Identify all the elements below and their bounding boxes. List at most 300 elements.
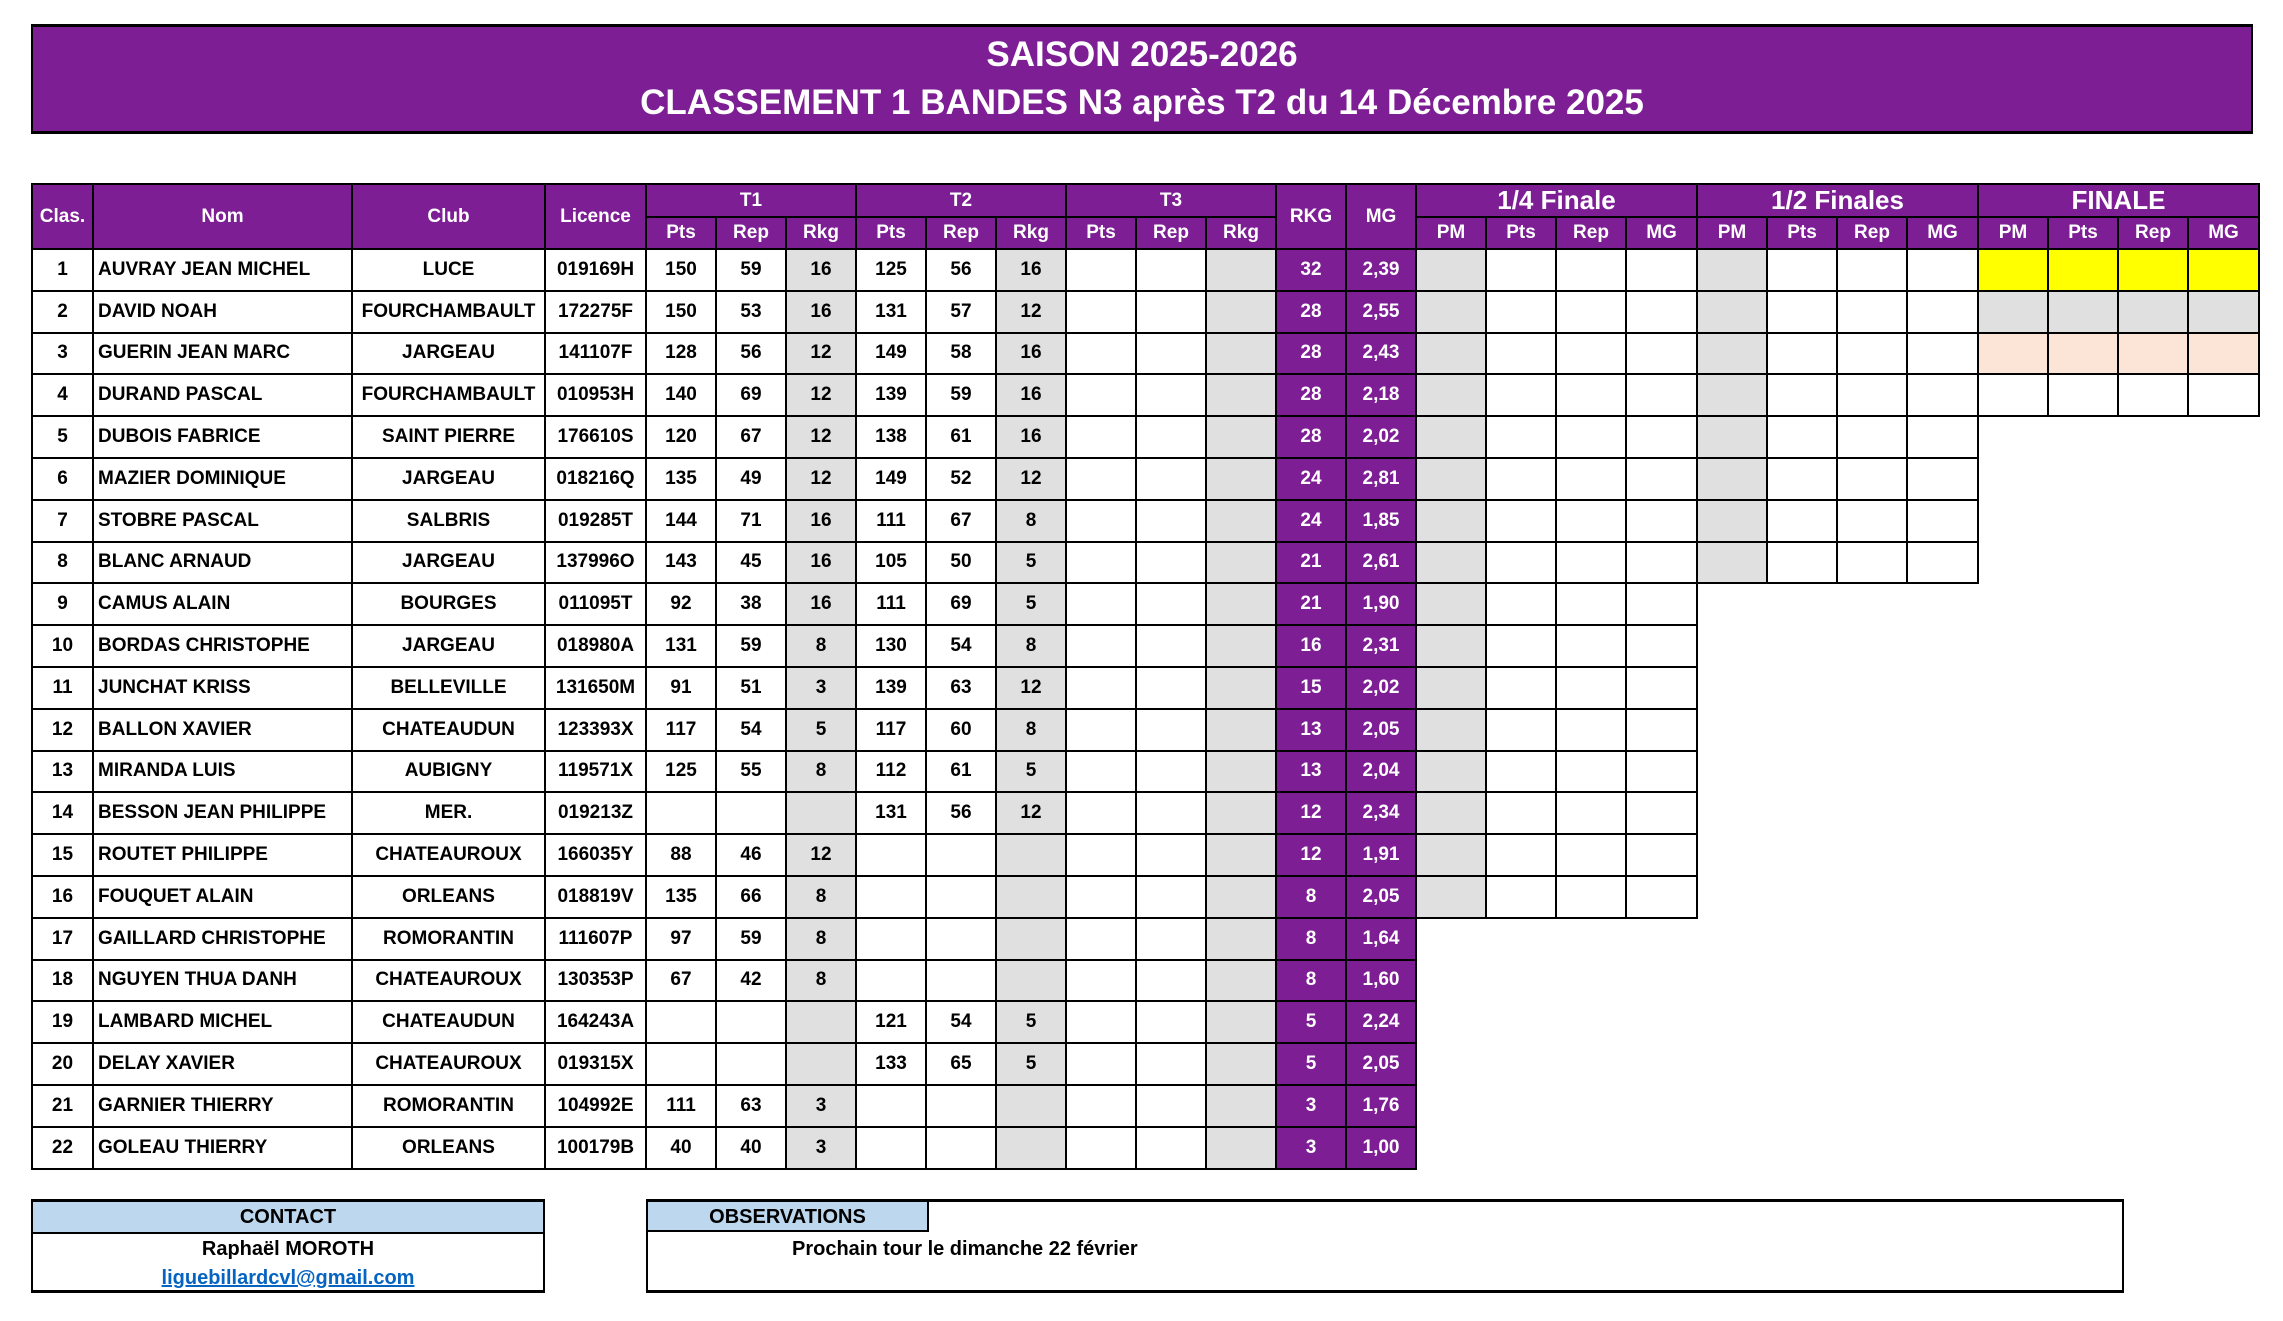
empty-cell xyxy=(2118,500,2188,542)
col-header-licence: Licence xyxy=(545,184,646,249)
quarter-final-cell xyxy=(1556,709,1626,751)
table-row xyxy=(32,333,2259,375)
t1-pts-cell: 135 xyxy=(646,458,716,500)
sub-header-pts: Pts xyxy=(1486,217,1556,249)
total-mg-cell: 1,60 xyxy=(1346,960,1416,1002)
table-row xyxy=(32,1127,2259,1169)
total-mg-cell: 1,00 xyxy=(1346,1127,1416,1169)
t3-pts-cell xyxy=(1066,792,1136,834)
col-header-t3: T3 xyxy=(1066,184,1276,217)
player-name-cell: GARNIER THIERRY xyxy=(93,1085,352,1127)
ranking-title: CLASSEMENT 1 BANDES N3 après T2 du 14 Décembre 2025 xyxy=(640,83,1644,122)
sub-header-mg: MG xyxy=(2188,217,2259,249)
table-row xyxy=(32,709,2259,751)
table-row xyxy=(32,625,2259,667)
t2-rkg-cell: 5 xyxy=(996,1001,1066,1043)
t1-rep-cell: 45 xyxy=(716,542,786,584)
empty-cell xyxy=(2118,792,2188,834)
t1-rkg-cell: 16 xyxy=(786,249,856,291)
quarter-final-cell xyxy=(1416,625,1486,667)
player-name-cell: BORDAS CHRISTOPHE xyxy=(93,625,352,667)
t3-pts-cell xyxy=(1066,876,1136,918)
t3-rkg-cell xyxy=(1206,751,1276,793)
licence-cell: 131650M xyxy=(545,667,646,709)
t2-pts-cell xyxy=(856,834,926,876)
total-rkg-cell: 3 xyxy=(1276,1127,1346,1169)
quarter-final-cell xyxy=(1416,876,1486,918)
empty-cell xyxy=(1978,500,2048,542)
licence-cell: 019169H xyxy=(545,249,646,291)
empty-cell xyxy=(1907,834,1978,876)
t3-rkg-cell xyxy=(1206,291,1276,333)
t1-pts-cell: 120 xyxy=(646,416,716,458)
quarter-final-cell xyxy=(1486,834,1556,876)
t3-rkg-cell xyxy=(1206,1127,1276,1169)
t3-pts-cell xyxy=(1066,667,1136,709)
semi-final-cell xyxy=(1837,291,1907,333)
t1-rkg-cell: 16 xyxy=(786,291,856,333)
t1-rkg-cell xyxy=(786,1001,856,1043)
empty-cell xyxy=(1907,625,1978,667)
empty-cell xyxy=(1907,960,1978,1002)
ranking-table xyxy=(31,183,2260,1170)
semi-final-cell xyxy=(1837,542,1907,584)
table-row xyxy=(32,416,2259,458)
empty-cell xyxy=(1837,834,1907,876)
t3-pts-cell xyxy=(1066,542,1136,584)
quarter-final-cell xyxy=(1486,625,1556,667)
empty-cell xyxy=(1837,625,1907,667)
empty-cell xyxy=(1837,792,1907,834)
empty-cell xyxy=(1767,709,1837,751)
empty-cell xyxy=(1907,1127,1978,1169)
rank-cell: 22 xyxy=(32,1127,93,1169)
t3-rep-cell xyxy=(1136,542,1206,584)
player-name-cell: AUVRAY JEAN MICHEL xyxy=(93,249,352,291)
total-rkg-cell: 28 xyxy=(1276,374,1346,416)
empty-cell xyxy=(1978,416,2048,458)
empty-cell xyxy=(2188,834,2259,876)
sub-header-pts: Pts xyxy=(856,217,926,249)
t3-pts-cell xyxy=(1066,751,1136,793)
empty-cell xyxy=(2188,500,2259,542)
player-name-cell: CAMUS ALAIN xyxy=(93,583,352,625)
empty-cell xyxy=(1978,709,2048,751)
final-cell xyxy=(2048,291,2118,333)
club-cell: AUBIGNY xyxy=(352,751,545,793)
semi-final-cell xyxy=(1767,249,1837,291)
empty-cell xyxy=(1556,1001,1626,1043)
t2-rep-cell: 50 xyxy=(926,542,996,584)
empty-cell xyxy=(2048,1043,2118,1085)
t3-pts-cell xyxy=(1066,834,1136,876)
t1-rkg-cell: 3 xyxy=(786,1085,856,1127)
t2-rep-cell xyxy=(926,876,996,918)
semi-final-cell xyxy=(1697,416,1767,458)
empty-cell xyxy=(1837,1001,1907,1043)
t2-pts-cell: 121 xyxy=(856,1001,926,1043)
t2-rkg-cell xyxy=(996,834,1066,876)
empty-cell xyxy=(1486,1085,1556,1127)
table-row xyxy=(32,876,2259,918)
empty-cell xyxy=(1978,1043,2048,1085)
empty-cell xyxy=(1978,792,2048,834)
t2-pts-cell: 125 xyxy=(856,249,926,291)
t3-rep-cell xyxy=(1136,918,1206,960)
sub-header-pm: PM xyxy=(1416,217,1486,249)
empty-cell xyxy=(2118,458,2188,500)
t2-rkg-cell xyxy=(996,876,1066,918)
total-rkg-cell: 8 xyxy=(1276,960,1346,1002)
table-row xyxy=(32,458,2259,500)
t2-pts-cell: 139 xyxy=(856,667,926,709)
total-mg-cell: 2,24 xyxy=(1346,1001,1416,1043)
t2-pts-cell: 133 xyxy=(856,1043,926,1085)
quarter-final-cell xyxy=(1416,792,1486,834)
player-name-cell: MIRANDA LUIS xyxy=(93,751,352,793)
empty-cell xyxy=(1907,876,1978,918)
club-cell: CHATEAUDUN xyxy=(352,1001,545,1043)
t2-rkg-cell xyxy=(996,918,1066,960)
t1-pts-cell: 117 xyxy=(646,709,716,751)
total-rkg-cell: 13 xyxy=(1276,751,1346,793)
empty-cell xyxy=(1837,1085,1907,1127)
total-mg-cell: 1,64 xyxy=(1346,918,1416,960)
licence-cell: 019315X xyxy=(545,1043,646,1085)
empty-cell xyxy=(1697,1085,1767,1127)
licence-cell: 130353P xyxy=(545,960,646,1002)
empty-cell xyxy=(2188,667,2259,709)
t3-rkg-cell xyxy=(1206,1001,1276,1043)
t1-pts-cell xyxy=(646,1043,716,1085)
rank-cell: 13 xyxy=(32,751,93,793)
total-mg-cell: 1,91 xyxy=(1346,834,1416,876)
player-name-cell: GAILLARD CHRISTOPHE xyxy=(93,918,352,960)
t3-rep-cell xyxy=(1136,876,1206,918)
t3-rep-cell xyxy=(1136,1127,1206,1169)
quarter-final-cell xyxy=(1626,667,1697,709)
t2-rkg-cell: 12 xyxy=(996,792,1066,834)
sub-header-rep: Rep xyxy=(716,217,786,249)
quarter-final-cell xyxy=(1626,709,1697,751)
total-rkg-cell: 24 xyxy=(1276,500,1346,542)
empty-cell xyxy=(2118,542,2188,584)
empty-cell xyxy=(1697,1127,1767,1169)
t3-rkg-cell xyxy=(1206,667,1276,709)
t1-pts-cell: 111 xyxy=(646,1085,716,1127)
ranking-body xyxy=(32,249,2259,1169)
empty-cell xyxy=(2118,709,2188,751)
t3-rkg-cell xyxy=(1206,458,1276,500)
quarter-final-cell xyxy=(1556,751,1626,793)
t2-pts-cell: 138 xyxy=(856,416,926,458)
t3-rkg-cell xyxy=(1206,625,1276,667)
empty-cell xyxy=(1697,918,1767,960)
total-mg-cell: 1,76 xyxy=(1346,1085,1416,1127)
club-cell: LUCE xyxy=(352,249,545,291)
total-rkg-cell: 24 xyxy=(1276,458,1346,500)
empty-cell xyxy=(1697,792,1767,834)
empty-cell xyxy=(1978,458,2048,500)
sub-header-pts: Pts xyxy=(1767,217,1837,249)
table-row xyxy=(32,542,2259,584)
empty-cell xyxy=(1767,625,1837,667)
t3-rkg-cell xyxy=(1206,542,1276,584)
t3-rep-cell xyxy=(1136,667,1206,709)
quarter-final-cell xyxy=(1486,374,1556,416)
empty-cell xyxy=(1556,1127,1626,1169)
empty-cell xyxy=(2188,416,2259,458)
total-mg-cell: 2,39 xyxy=(1346,249,1416,291)
player-name-cell: GUERIN JEAN MARC xyxy=(93,333,352,375)
t1-rep-cell xyxy=(716,1001,786,1043)
t2-rep-cell xyxy=(926,1085,996,1127)
semi-final-cell xyxy=(1767,500,1837,542)
t2-rep-cell xyxy=(926,960,996,1002)
empty-cell xyxy=(1767,1127,1837,1169)
t1-pts-cell: 131 xyxy=(646,625,716,667)
t1-rkg-cell: 8 xyxy=(786,960,856,1002)
empty-cell xyxy=(1697,625,1767,667)
rank-cell: 3 xyxy=(32,333,93,375)
empty-cell xyxy=(1978,751,2048,793)
t1-pts-cell: 144 xyxy=(646,500,716,542)
club-cell: JARGEAU xyxy=(352,333,545,375)
t2-pts-cell: 149 xyxy=(856,458,926,500)
total-mg-cell: 2,81 xyxy=(1346,458,1416,500)
quarter-final-cell xyxy=(1486,542,1556,584)
t1-rep-cell: 55 xyxy=(716,751,786,793)
t2-pts-cell: 130 xyxy=(856,625,926,667)
t3-rep-cell xyxy=(1136,1001,1206,1043)
t2-rkg-cell: 12 xyxy=(996,667,1066,709)
t1-rep-cell: 53 xyxy=(716,291,786,333)
rank-cell: 18 xyxy=(32,960,93,1002)
empty-cell xyxy=(2188,709,2259,751)
t3-rep-cell xyxy=(1136,751,1206,793)
contact-email-link[interactable]: liguebillardcvl@gmail.com xyxy=(161,1267,415,1289)
empty-cell xyxy=(2048,834,2118,876)
final-cell xyxy=(2118,333,2188,375)
quarter-final-cell xyxy=(1416,333,1486,375)
rank-cell: 21 xyxy=(32,1085,93,1127)
t2-rkg-cell: 5 xyxy=(996,751,1066,793)
t1-rep-cell: 66 xyxy=(716,876,786,918)
final-cell xyxy=(2118,374,2188,416)
quarter-final-cell xyxy=(1556,583,1626,625)
empty-cell xyxy=(1978,1127,2048,1169)
empty-cell xyxy=(2048,1001,2118,1043)
t3-rep-cell xyxy=(1136,1043,1206,1085)
total-mg-cell: 2,55 xyxy=(1346,291,1416,333)
t2-rkg-cell: 8 xyxy=(996,625,1066,667)
player-name-cell: DUBOIS FABRICE xyxy=(93,416,352,458)
t3-pts-cell xyxy=(1066,1001,1136,1043)
t1-rep-cell: 71 xyxy=(716,500,786,542)
empty-cell xyxy=(2118,667,2188,709)
empty-cell xyxy=(2048,918,2118,960)
t2-pts-cell: 149 xyxy=(856,333,926,375)
empty-cell xyxy=(1486,960,1556,1002)
empty-cell xyxy=(1556,1085,1626,1127)
empty-cell xyxy=(2118,1085,2188,1127)
col-header-mg: MG xyxy=(1346,184,1416,249)
player-name-cell: JUNCHAT KRISS xyxy=(93,667,352,709)
empty-cell xyxy=(1697,1043,1767,1085)
empty-cell xyxy=(2118,1043,2188,1085)
observations-panel xyxy=(646,1199,2124,1293)
empty-cell xyxy=(2188,918,2259,960)
t2-pts-cell: 131 xyxy=(856,792,926,834)
rank-cell: 8 xyxy=(32,542,93,584)
t2-rkg-cell: 16 xyxy=(996,374,1066,416)
quarter-final-cell xyxy=(1556,374,1626,416)
quarter-final-cell xyxy=(1416,834,1486,876)
sub-header-rep: Rep xyxy=(1556,217,1626,249)
empty-cell xyxy=(1767,667,1837,709)
t3-pts-cell xyxy=(1066,249,1136,291)
table-row xyxy=(32,834,2259,876)
empty-cell xyxy=(2188,583,2259,625)
t2-rkg-cell: 12 xyxy=(996,458,1066,500)
t2-rep-cell: 54 xyxy=(926,625,996,667)
t2-pts-cell: 117 xyxy=(856,709,926,751)
sub-header-pts: Pts xyxy=(646,217,716,249)
table-row xyxy=(32,374,2259,416)
empty-cell xyxy=(1697,876,1767,918)
t3-rep-cell xyxy=(1136,249,1206,291)
t1-pts-cell: 128 xyxy=(646,333,716,375)
sub-header-rkg: Rkg xyxy=(786,217,856,249)
empty-cell xyxy=(1697,751,1767,793)
player-name-cell: BESSON JEAN PHILIPPE xyxy=(93,792,352,834)
quarter-final-cell xyxy=(1556,416,1626,458)
empty-cell xyxy=(1416,918,1486,960)
t1-rkg-cell: 12 xyxy=(786,458,856,500)
rank-cell: 11 xyxy=(32,667,93,709)
empty-cell xyxy=(2118,583,2188,625)
t3-pts-cell xyxy=(1066,625,1136,667)
total-mg-cell: 2,02 xyxy=(1346,667,1416,709)
quarter-final-cell xyxy=(1626,583,1697,625)
t1-rkg-cell: 12 xyxy=(786,834,856,876)
quarter-final-cell xyxy=(1626,834,1697,876)
empty-cell xyxy=(2048,542,2118,584)
empty-cell xyxy=(2048,1085,2118,1127)
t2-rkg-cell: 16 xyxy=(996,416,1066,458)
table-row xyxy=(32,918,2259,960)
quarter-final-cell xyxy=(1486,709,1556,751)
empty-cell xyxy=(1416,1043,1486,1085)
empty-cell xyxy=(1767,876,1837,918)
empty-cell xyxy=(1697,960,1767,1002)
rank-cell: 1 xyxy=(32,249,93,291)
semi-final-cell xyxy=(1697,374,1767,416)
t3-pts-cell xyxy=(1066,416,1136,458)
t3-rep-cell xyxy=(1136,416,1206,458)
sub-header-mg: MG xyxy=(1907,217,1978,249)
semi-final-cell xyxy=(1837,416,1907,458)
empty-cell xyxy=(1907,792,1978,834)
semi-final-cell xyxy=(1767,458,1837,500)
empty-cell xyxy=(1837,667,1907,709)
t2-rkg-cell xyxy=(996,960,1066,1002)
empty-cell xyxy=(1978,667,2048,709)
quarter-final-cell xyxy=(1556,792,1626,834)
empty-cell xyxy=(2118,960,2188,1002)
empty-cell xyxy=(2118,751,2188,793)
semi-final-cell xyxy=(1907,333,1978,375)
licence-cell: 176610S xyxy=(545,416,646,458)
player-name-cell: GOLEAU THIERRY xyxy=(93,1127,352,1169)
table-row xyxy=(32,1001,2259,1043)
t1-rep-cell: 59 xyxy=(716,918,786,960)
empty-cell xyxy=(2048,416,2118,458)
col-header-quarter-final: 1/4 Finale xyxy=(1416,184,1697,217)
sub-header-rep: Rep xyxy=(1136,217,1206,249)
empty-cell xyxy=(2048,751,2118,793)
semi-final-cell xyxy=(1697,333,1767,375)
licence-cell: 166035Y xyxy=(545,834,646,876)
t1-pts-cell: 135 xyxy=(646,876,716,918)
semi-final-cell xyxy=(1767,291,1837,333)
empty-cell xyxy=(1486,1127,1556,1169)
t3-pts-cell xyxy=(1066,374,1136,416)
final-cell xyxy=(2118,249,2188,291)
empty-cell xyxy=(2048,667,2118,709)
club-cell: BELLEVILLE xyxy=(352,667,545,709)
final-cell xyxy=(2048,333,2118,375)
t3-pts-cell xyxy=(1066,1043,1136,1085)
empty-cell xyxy=(1978,542,2048,584)
t2-rep-cell: 58 xyxy=(926,333,996,375)
quarter-final-cell xyxy=(1556,542,1626,584)
t3-rep-cell xyxy=(1136,374,1206,416)
semi-final-cell xyxy=(1697,249,1767,291)
total-mg-cell: 2,02 xyxy=(1346,416,1416,458)
licence-cell: 019285T xyxy=(545,500,646,542)
sub-header-rep: Rep xyxy=(2118,217,2188,249)
empty-cell xyxy=(1907,1085,1978,1127)
t1-rep-cell: 63 xyxy=(716,1085,786,1127)
table-row xyxy=(32,291,2259,333)
rank-cell: 10 xyxy=(32,625,93,667)
t3-rkg-cell xyxy=(1206,792,1276,834)
player-name-cell: ROUTET PHILIPPE xyxy=(93,834,352,876)
t3-pts-cell xyxy=(1066,709,1136,751)
t2-pts-cell: 131 xyxy=(856,291,926,333)
t2-rkg-cell xyxy=(996,1085,1066,1127)
t1-rep-cell: 69 xyxy=(716,374,786,416)
t2-rkg-cell: 5 xyxy=(996,542,1066,584)
total-mg-cell: 2,61 xyxy=(1346,542,1416,584)
final-cell xyxy=(2048,249,2118,291)
club-cell: SAINT PIERRE xyxy=(352,416,545,458)
t3-rep-cell xyxy=(1136,1085,1206,1127)
empty-cell xyxy=(1978,918,2048,960)
licence-cell: 019213Z xyxy=(545,792,646,834)
empty-cell xyxy=(2048,709,2118,751)
quarter-final-cell xyxy=(1486,667,1556,709)
empty-cell xyxy=(1767,834,1837,876)
t1-rkg-cell xyxy=(786,792,856,834)
total-mg-cell: 1,85 xyxy=(1346,500,1416,542)
t2-rep-cell xyxy=(926,918,996,960)
rank-cell: 7 xyxy=(32,500,93,542)
final-cell xyxy=(1978,291,2048,333)
t1-rkg-cell: 16 xyxy=(786,583,856,625)
final-cell xyxy=(2188,291,2259,333)
